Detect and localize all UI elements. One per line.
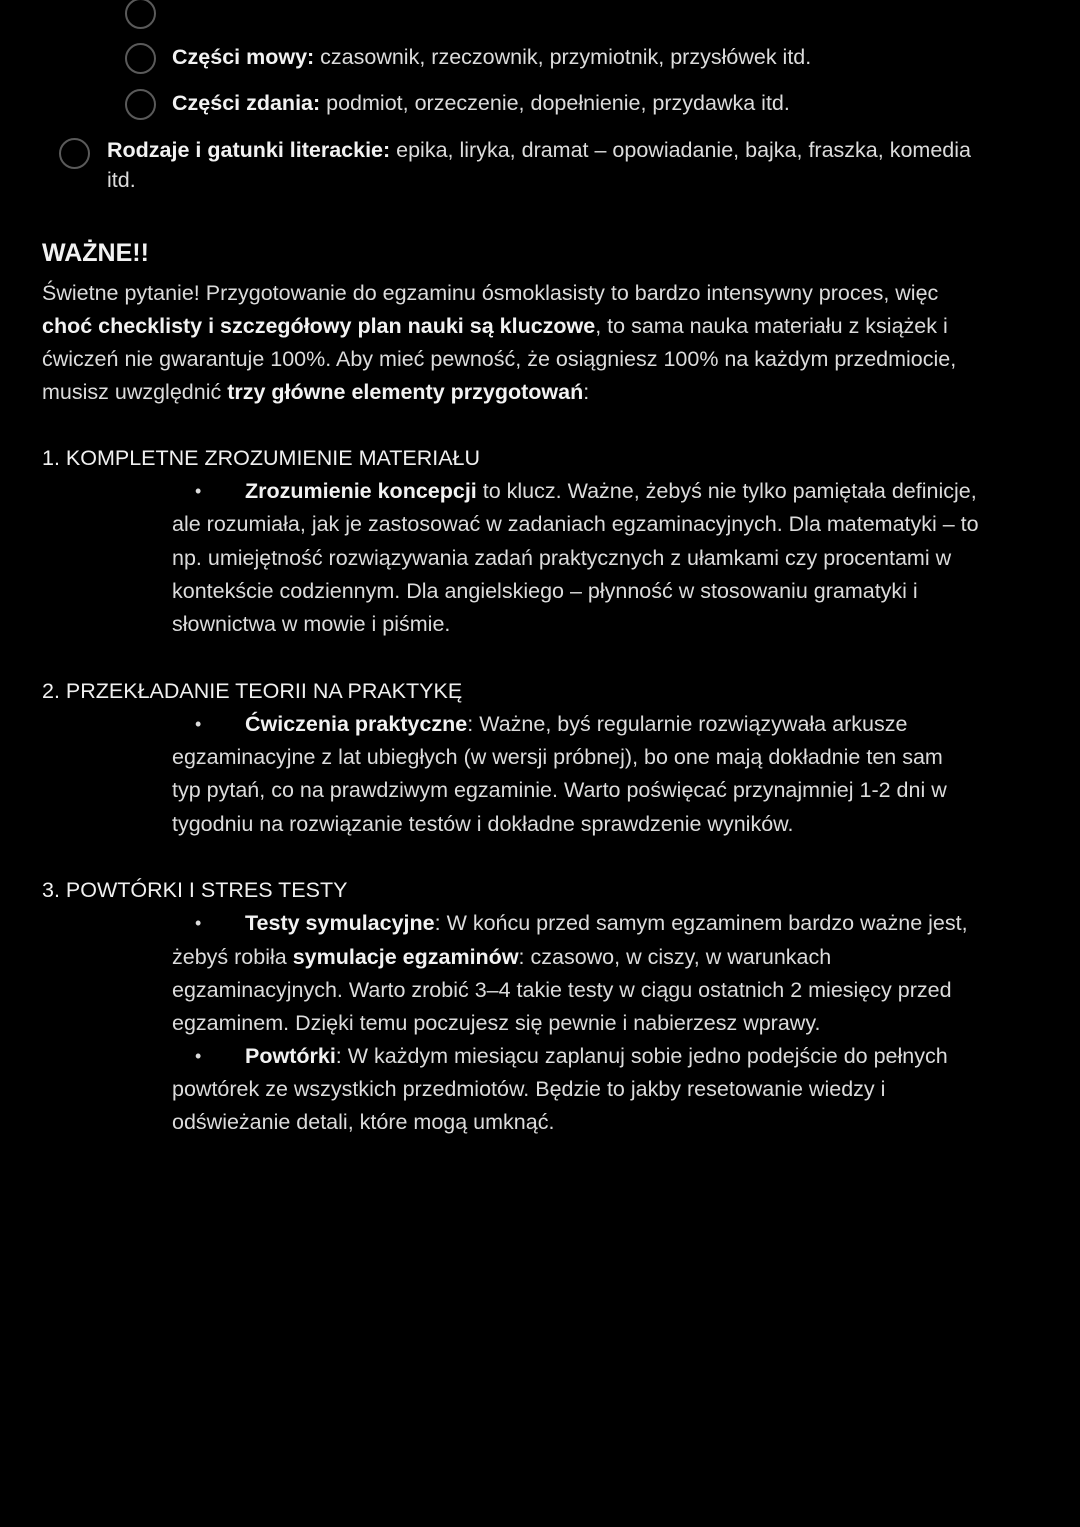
text-run: : Ważne, byś regularnie rozwiązywała arkusze bbox=[467, 712, 908, 736]
text-run: egzaminacyjnych. Warto zrobić 3–4 takie testy w ciągu ostatnich 2 miesięcy przed bbox=[172, 978, 952, 1002]
bullet-icon: • bbox=[195, 714, 202, 734]
note-text-line bbox=[172, 575, 918, 607]
note-text-line bbox=[245, 475, 977, 507]
note-text-line bbox=[172, 1073, 885, 1105]
checkbox-circle-icon[interactable] bbox=[59, 138, 90, 169]
text-run: 3. POWTÓRKI I STRES TESTY bbox=[42, 878, 348, 902]
section-heading bbox=[42, 675, 462, 707]
text-run: ćwiczeń nie gwarantuje 100%. Aby mieć pewność, że osiągniesz 100% na każdym przedmiocie, bbox=[42, 347, 957, 371]
text-run: słownictwa w mowie i piśmie. bbox=[172, 612, 451, 636]
section-heading bbox=[42, 442, 480, 474]
text-run: żebyś robiła bbox=[172, 945, 293, 969]
bold-text: Testy symulacyjne bbox=[245, 911, 435, 935]
bold-text: Części mowy: bbox=[172, 45, 315, 69]
text-run: 1. KOMPLETNE ZROZUMIENIE MATERIAŁU bbox=[42, 446, 481, 470]
note-text-line bbox=[107, 164, 136, 196]
text-run: egzaminacyjne z lat ubiegłych (w wersji próbnej), bo one mają dokładnie ten sam bbox=[172, 745, 943, 769]
bold-text: Części zdania: bbox=[172, 91, 321, 115]
note-text-line bbox=[172, 508, 979, 540]
text-run: tygodniu na rozwiązanie testów i dokładne sprawdzenie wyników. bbox=[172, 812, 794, 836]
checkbox-circle-icon[interactable] bbox=[125, 89, 156, 120]
text-run: np. umiejętność rozwiązywania zadań praktycznych z ułamkami czy procentami w bbox=[172, 546, 952, 570]
note-text-line bbox=[42, 277, 938, 309]
checklist-item bbox=[107, 134, 971, 166]
section-heading bbox=[42, 874, 347, 906]
bold-text: choć checklisty i szczegółowy plan nauki są kluczowe bbox=[42, 314, 596, 338]
text-run: : W każdym miesiącu zaplanuj sobie jedno podejście do pełnych bbox=[335, 1044, 948, 1068]
text-run: : bbox=[583, 380, 590, 404]
text-run: : W końcu przed samym egzaminem bardzo ważne jest, bbox=[434, 911, 968, 935]
bullet-icon: • bbox=[195, 913, 202, 933]
text-run: typ pytań, co na prawdziwym egzaminie. Warto poświęcać przynajmniej 1-2 dni w bbox=[172, 778, 947, 802]
text-run: podmiot, orzeczenie, dopełnienie, przydawka itd. bbox=[320, 91, 790, 115]
text-run: , to sama nauka materiału z książek i bbox=[595, 314, 948, 338]
text-run: epika, liryka, dramat – opowiadanie, bajka, fraszka, komedia bbox=[390, 138, 971, 162]
text-run: odświeżanie detali, które mogą umknąć. bbox=[172, 1110, 555, 1134]
text-run: kontekście codziennym. Dla angielskiego – płynność w stosowaniu gramatyki i bbox=[172, 579, 918, 603]
text-run: egzaminem. Dzięki temu poczujesz się pewnie i nabierzesz wprawy. bbox=[172, 1011, 821, 1035]
note-text-line bbox=[172, 608, 450, 640]
text-run: WAŻNE!! bbox=[42, 239, 149, 267]
text-run: czasownik, rzeczownik, przymiotnik, przysłówek itd. bbox=[314, 45, 812, 69]
note-text-line bbox=[172, 941, 831, 973]
note-text-line bbox=[172, 774, 947, 806]
checklist-item bbox=[172, 41, 811, 73]
bold-text: Rodzaje i gatunki literackie: bbox=[107, 138, 391, 162]
bold-text: Powtórki bbox=[245, 1044, 336, 1068]
text-run: ale rozumiała, jak je zastosować w zadaniach egzaminacyjnych. Dla matematyki – to bbox=[172, 512, 979, 536]
bullet-icon: • bbox=[195, 1046, 202, 1066]
note-text-line bbox=[42, 376, 589, 408]
bullet-icon: • bbox=[195, 481, 202, 501]
note-text-line bbox=[172, 808, 793, 840]
note-text-line bbox=[245, 1040, 948, 1072]
text-run: 2. PRZEKŁADANIE TEORII NA PRAKTYKĘ bbox=[42, 679, 463, 703]
checkbox-circle-icon[interactable] bbox=[125, 43, 156, 74]
note-text-line bbox=[42, 343, 956, 375]
text-run: Świetne pytanie! Przygotowanie do egzaminu ósmoklasisty to bardzo intensywny proces, więc bbox=[42, 281, 939, 305]
note-text-line bbox=[245, 907, 968, 939]
text-run: : czasowo, w ciszy, w warunkach bbox=[518, 945, 832, 969]
note-text-line bbox=[172, 1106, 554, 1138]
note-text-line bbox=[172, 974, 952, 1006]
note-text-line bbox=[172, 1007, 820, 1039]
bold-text: Ćwiczenia praktyczne bbox=[245, 712, 468, 736]
text-run: powtórek ze wszystkich przedmiotów. Będzie to jakby resetowanie wiedzy i bbox=[172, 1077, 886, 1101]
bold-text: Zrozumienie koncepcji bbox=[245, 479, 477, 503]
note-text-line bbox=[172, 741, 943, 773]
text-run: musisz uwzględnić bbox=[42, 380, 228, 404]
bold-text: symulacje egzaminów bbox=[292, 945, 519, 969]
text-run: itd. bbox=[107, 168, 136, 192]
checklist-item bbox=[172, 87, 790, 119]
note-text-line bbox=[42, 310, 948, 342]
bold-text: trzy główne elementy przygotowań bbox=[227, 380, 584, 404]
checkbox-circle-icon[interactable] bbox=[125, 0, 156, 29]
text-run: to klucz. Ważne, żebyś nie tylko pamiętała definicje, bbox=[476, 479, 977, 503]
note-text-line bbox=[172, 542, 951, 574]
note-title bbox=[42, 237, 149, 269]
note-text-line bbox=[245, 708, 907, 740]
